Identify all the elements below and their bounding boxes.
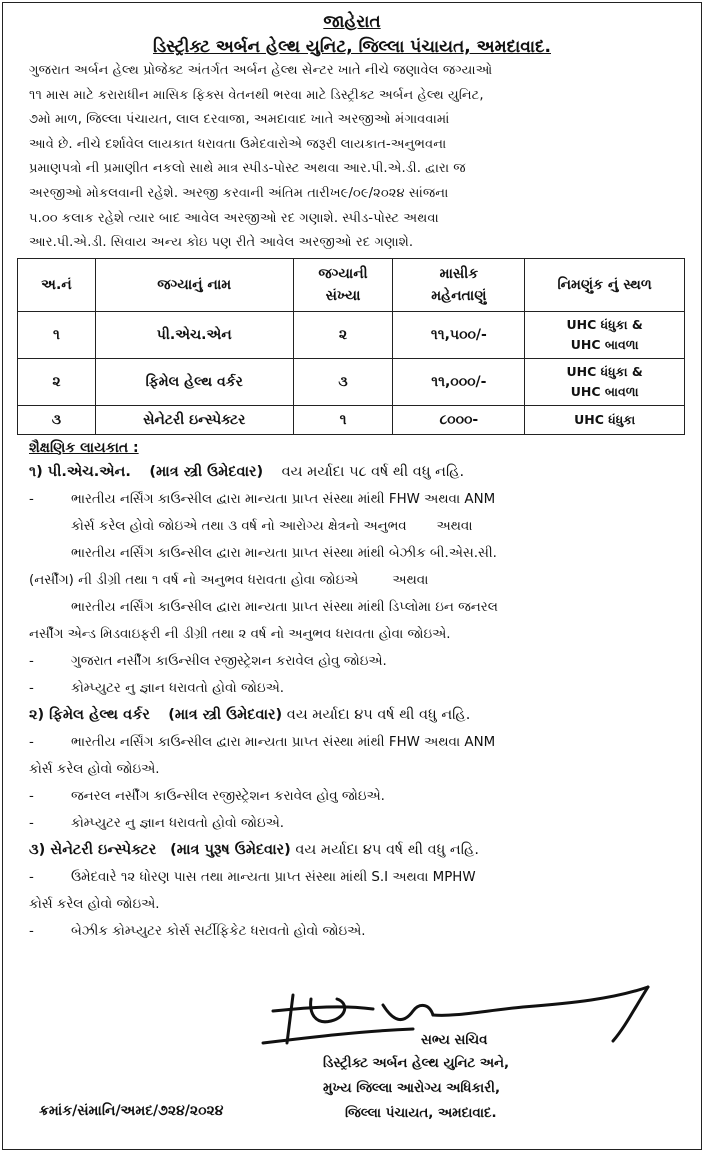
header-place: નિમણુંક નું સ્થળ bbox=[525, 258, 685, 311]
table-row bbox=[18, 311, 685, 358]
qualification-line bbox=[29, 918, 687, 945]
qualification-line bbox=[29, 810, 687, 837]
or-text: અથવા bbox=[436, 518, 473, 534]
qualification-text: ભારતીય નર્સિંગ કાઉન્સીલ દ્વારા માન્યતા પ્રાપ્ત સંસ્થા માંથી FHW અથવા ANM bbox=[71, 491, 496, 507]
qualification-text: જનરલ નર્સીંગ કાઉન્સીલ રજીસ્ટ્રેશન કરાવેલ હોવુ જોઇએ. bbox=[71, 788, 385, 804]
qualification-text: કોમ્પ્યુટર નુ જ્ઞાન ધરાવતો હોવો જોઇએ. bbox=[71, 680, 284, 696]
qualification-text: ગુજરાત નર્સીંગ કાઉન્સીલ રજીસ્ટ્રેશન કરાવેલ હોવુ જોઇએ. bbox=[71, 653, 387, 669]
cell-count: ૧ bbox=[293, 405, 393, 434]
post-3-age-limit: વય મર્યાદા ૪૫ વર્ષ થી વધુ નહિ. bbox=[295, 841, 479, 858]
bullet-dash: - bbox=[29, 491, 34, 507]
qualification-line: ભારતીય નર્સિંગ કાઉન્સીલ દ્વારા માન્યતા પ્રાપ્ત સંસ્થા માંથી બેઝીક બી.એસ.સી. bbox=[71, 545, 497, 561]
bullet-dash: - bbox=[29, 680, 34, 696]
intro-line: અરજીઓ મોકલવાની રહેશે. અરજી કરવાની અંતિમ તારીખ૯/૦૯/૨૦૨૪ સાંજના bbox=[29, 185, 449, 201]
cell-place: UHC ધંધુકા bbox=[525, 405, 685, 434]
qualification-line bbox=[29, 864, 687, 891]
intro-line: ૫.૦૦ કલાક રહેશે ત્યાર બાદ આવેલ અરજીઓ રદ ગણાશે. સ્પીડ-પોસ્ટ અથવા bbox=[29, 210, 439, 226]
qualification-text: ભારતીય નર્સિંગ કાઉન્સીલ દ્વારા માન્યતા પ્રાપ્ત સંસ્થા માંથી FHW અથવા ANM bbox=[71, 734, 496, 750]
header-count bbox=[293, 258, 393, 311]
qualification-line: કોર્સ કરેલ હોવો જોઇએ. bbox=[29, 761, 160, 777]
bullet-dash: - bbox=[29, 734, 34, 750]
table-row bbox=[18, 358, 685, 405]
cell-post: ફિમેલ હેલ્થ વર્કર bbox=[95, 358, 293, 405]
qualification-text: કોમ્પ્યુટર નુ જ્ઞાન ધરાવતો હોવો જોઇએ. bbox=[71, 815, 284, 831]
place-line1: UHC ધંધુકા & bbox=[566, 316, 643, 332]
intro-line: ૧૧ માસ માટે કરારાધીન માસિક ફિક્સ વેતનથી ભરવા માટે ડિસ્ટ્રીક્ટ અર્બન હેલ્થ યુનિટ, bbox=[29, 87, 484, 103]
bullet-dash: - bbox=[29, 653, 34, 669]
table-header-row bbox=[18, 258, 685, 311]
cell-salary: ૧૧,૦૦૦/- bbox=[393, 358, 525, 405]
cell-sr: ૨ bbox=[18, 358, 96, 405]
cell-count: ૨ bbox=[293, 311, 393, 358]
reference-number: ક્રમાંક/સંમાનિ/અમદ/૭૨૪/૨૦૨૪ bbox=[39, 1103, 224, 1119]
header-count-line1: જગ્યાની bbox=[318, 265, 368, 282]
cell-post: સેનેટરી ઇન્સ્પેક્ટર bbox=[95, 405, 293, 434]
header-count-line2: સંખ્યા bbox=[325, 287, 361, 304]
qualification-line bbox=[29, 729, 687, 756]
post-1-gender: (માત્ર સ્ત્રી ઉમેદવાર) bbox=[149, 463, 264, 480]
cell-sr: ૧ bbox=[18, 311, 96, 358]
qualification-post-1 bbox=[29, 459, 687, 486]
post-1-title: ૧) પી.એચ.એન. bbox=[29, 463, 131, 480]
qualification-line bbox=[29, 675, 687, 702]
cell-sr: ૩ bbox=[18, 405, 96, 434]
intro-line: પ્રમાણપત્રો ની પ્રમાણીત નકલો સાથે માત્ર સ્પીડ-પોસ્ટ અથવા આર.પી.એ.ડી. દ્વારા જ bbox=[29, 161, 466, 177]
signatory-title: સભ્ય સચિવ bbox=[421, 1033, 488, 1048]
table-row bbox=[18, 405, 685, 434]
advertisement-heading: જાહેરાત bbox=[323, 12, 381, 32]
intro-line: ગુજરાત અર્બન હેલ્થ પ્રોજેક્ટ અંતર્ગત અર્બન હેલ્થ સેન્ટર ખાતે નીચે જણાવેલ જગ્યાઓ bbox=[29, 63, 493, 78]
cell-place bbox=[525, 358, 685, 405]
office-title: ડિસ્ટ્રીક્ટ અર્બન હેલ્થ યુનિટ, જિલ્લા પંચાયત, અમદાવાદ. bbox=[152, 37, 551, 57]
post-1-age-limit: વય મર્યાદા ૫૮ વર્ષ થી વધુ નહિ. bbox=[281, 463, 465, 480]
education-section bbox=[3, 437, 701, 945]
intro-line: આવે છે. નીચે દર્શાવેલ લાયકાત ધરાવતા ઉમેદવારોએ જરૂરી લાયકાત-અનુભવના bbox=[29, 136, 447, 152]
posts-table bbox=[17, 258, 685, 435]
cell-place bbox=[525, 311, 685, 358]
signatory-organisation bbox=[323, 1051, 509, 1126]
qualification-line: કોર્સ કરેલ હોવો જોઇએ. bbox=[29, 896, 160, 912]
qualification-line bbox=[29, 486, 687, 513]
header-sr: અ.નં bbox=[18, 258, 96, 311]
cell-salary: ૮૦૦૦- bbox=[393, 405, 525, 434]
place-line2: UHC બાવળા bbox=[570, 336, 639, 352]
qualification-line: ભારતીય નર્સિંગ કાઉન્સીલ દ્વારા માન્યતા પ્રાપ્ત સંસ્થા માંથી ડિપ્લોમા ઇન જનરલ bbox=[71, 599, 498, 615]
qualification-line bbox=[29, 648, 687, 675]
qualification-post-2 bbox=[29, 702, 687, 729]
header-post: જગ્યાનું નામ bbox=[95, 258, 293, 311]
qualification-line: નર્સીંગ એન્ડ મિડવાઇફરી ની ડીગ્રી તથા ૨ વર્ષ નો અનુભવ ધરાવતા હોવા જોઇએ. bbox=[29, 626, 451, 642]
intro-line: ૭મો માળ, જિલ્લા પંચાયત, લાલ દરવાજા, અમદાવાદ ખાતે અરજીઓ મંગાવવામાં bbox=[29, 112, 450, 128]
or-text: અથવા bbox=[392, 572, 429, 588]
post-3-title: ૩) સેનેટરી ઇન્સ્પેક્ટર bbox=[29, 841, 157, 858]
qualification-line bbox=[29, 513, 687, 540]
bullet-dash: - bbox=[29, 815, 34, 831]
intro-line: આર.પી.એ.ડી. સિવાય અન્ય કોઇ પણ રીતે આવેલ અરજીઓ રદ ગણાશે. bbox=[29, 235, 414, 251]
post-3-gender: (માત્ર પુરૂષ ઉમેદવાર) bbox=[170, 841, 291, 858]
header-salary-line1: માસીક bbox=[439, 265, 479, 282]
post-2-gender: (માત્ર સ્ત્રી ઉમેદવાર) bbox=[168, 706, 283, 723]
post-2-title: ૨) ફિમેલ હેલ્થ વર્કર bbox=[29, 706, 150, 723]
bullet-dash: - bbox=[29, 788, 34, 804]
signatory-line-3: જિલ્લા પંચાયત, અમદાવાદ. bbox=[345, 1106, 497, 1121]
cell-count: ૩ bbox=[293, 358, 393, 405]
place-line1: UHC ધંધુકા & bbox=[566, 363, 643, 379]
intro-paragraph bbox=[3, 59, 701, 256]
signatory-line-1: ડિસ્ટ્રીક્ટ અર્બન હેલ્થ યુનિટ અને, bbox=[323, 1056, 510, 1071]
header-salary-line2: મહેનતાણું bbox=[431, 287, 487, 304]
header-salary bbox=[393, 258, 525, 311]
qualification-text: ઉમેદવારે ૧૨ ધોરણ પાસ તથા માન્યતા પ્રાપ્ત સંસ્થા માંથી S.I અથવા MPHW bbox=[71, 869, 476, 885]
bullet-dash: - bbox=[29, 923, 34, 939]
qualification-line bbox=[29, 783, 687, 810]
education-title: શૈક્ષણિક લાયકાત : bbox=[29, 439, 139, 456]
post-2-age-limit: વય મર્યાદા ૪૫ વર્ષ થી વધુ નહિ. bbox=[286, 706, 471, 723]
cell-salary: ૧૧,૫૦૦/- bbox=[393, 311, 525, 358]
signatory-line-2: મુખ્ય જિલ્લા આરોગ્ય અધિકારી, bbox=[323, 1081, 501, 1096]
qualification-text: કોર્સ કરેલ હોવો જોઇએ તથા ૩ વર્ષ નો આરોગ્ય ક્ષેત્રનો અનુભવ bbox=[71, 518, 407, 534]
qualification-line bbox=[29, 567, 687, 594]
cell-post: પી.એચ.એન bbox=[95, 311, 293, 358]
qualification-text: (નર્સીંગ) ની ડીગ્રી તથા ૧ વર્ષ નો અનુભવ ધરાવતા હોવા જોઇએ bbox=[29, 572, 359, 588]
qualification-post-3 bbox=[29, 837, 687, 864]
advertisement-page bbox=[2, 2, 702, 1150]
qualification-text: બેઝીક કોમ્પ્યુટર કોર્સ સર્ટીફિકેટ ધરાવતો હોવો જોઇએ. bbox=[71, 923, 366, 939]
place-line2: UHC બાવળા bbox=[570, 383, 639, 399]
bullet-dash: - bbox=[29, 869, 34, 885]
